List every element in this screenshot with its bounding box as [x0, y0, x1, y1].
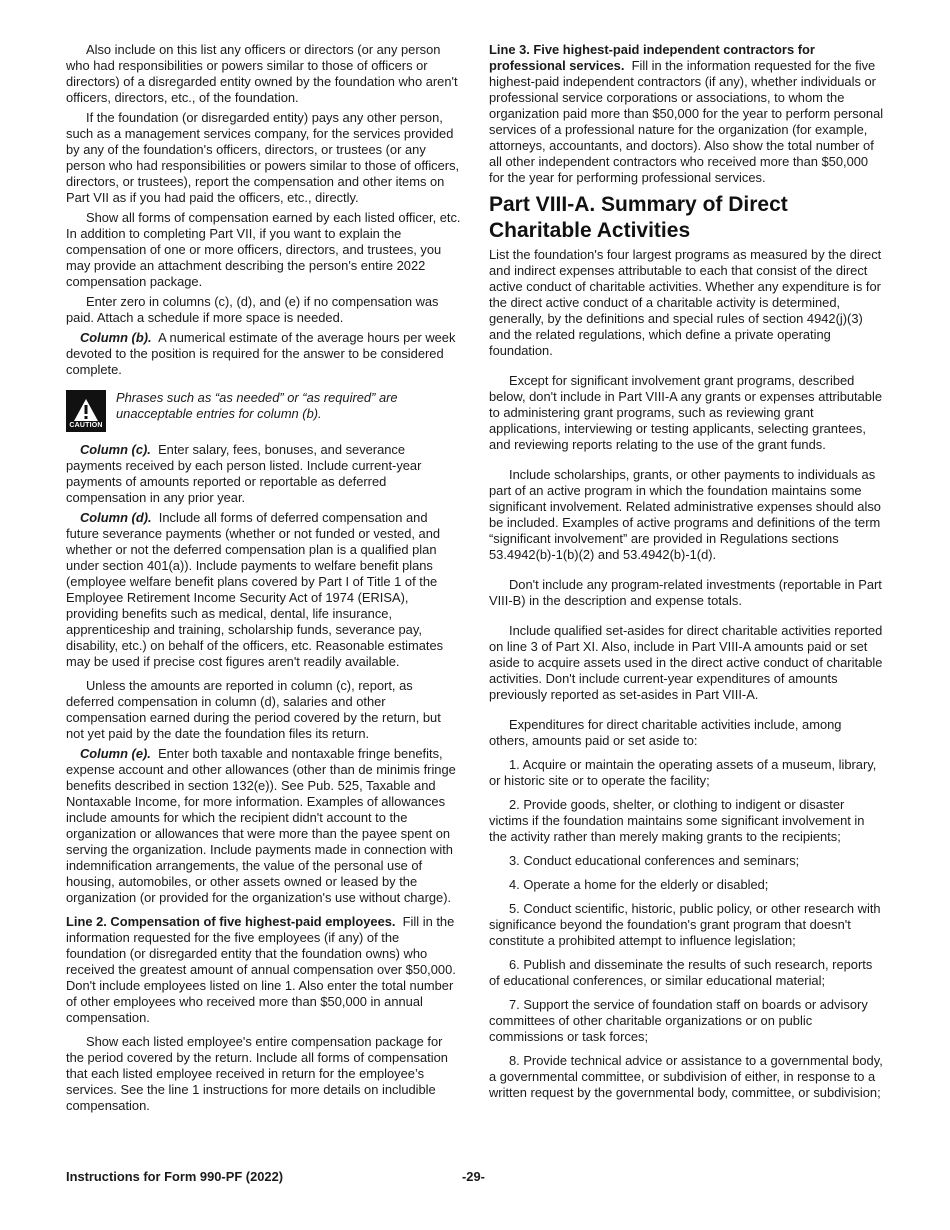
- caution-box: [66, 390, 462, 432]
- list-item: 6. Publish and disseminate the results of such research, reports of educational conferences, or similar educational material;: [489, 957, 873, 988]
- paragraph-compensation-forms: Show all forms of compensation earned by each listed officer, etc. In addition to completing Part VII, if you want to explain the compensation of one or more officers, directors, and trustees, you may provide an attachment describing the person's entire 2022 compensation package.: [66, 210, 461, 289]
- paragraph-line-2: [66, 914, 462, 1026]
- column-b-text: A numerical estimate of the average hours per week devoted to the position is required for the answer to be considered complete.: [66, 330, 456, 377]
- caution-text: Phrases such as “as needed” or “as required” are unacceptable entries for column (b).: [116, 390, 398, 421]
- line-2-text: Fill in the information requested for the five employees (if any) of the foundation (or disregarded entity that the foundation owns) who received the greatest amount of annual compensation over $50,000. Don't include employees listed on line 1. Also enter the total number of other employees who received more than $50,000 in annual compensation.: [66, 914, 456, 1025]
- paragraph-column-d: [66, 510, 462, 670]
- right-column: [489, 42, 884, 1109]
- paragraph-except: Except for significant involvement grant programs, described below, don't include in Part VIII-A any grants or expenses attributable to administering grant programs, such as reviewing grant applications, interviewing or testing applicants, selecting grantees, and reviewing reports relating to the use of the grant funds.: [489, 373, 882, 452]
- footer-title: Instructions for Form 990-PF (2022): [66, 1169, 284, 1184]
- column-c-text: Enter salary, fees, bonuses, and severance payments received by each person listed. Include current-year payments of amounts reported or reportable as deferred compensation in any prior year.: [66, 442, 422, 505]
- line-2-label: Line 2. Compensation of five highest-paid employees.: [66, 914, 396, 929]
- page-number: -29-: [462, 1169, 485, 1184]
- list-item: 8. Provide technical advice or assistance to a governmental body, a governmental committee, or subdivision of either, in response to a written request by the governmental body, committee, or subdivision;: [489, 1053, 883, 1100]
- paragraph-intro: List the foundation's four largest programs as measured by the direct and indirect expenses attributable to each that consist of the direct active conduct of charitable activities. Whether any expenditure is for the direct active conduct of a charitable activity is determined, generally, by the definitions and special rules of section 4942(j)(3) and the related regulations, which define a private operating foundation.: [489, 247, 882, 358]
- left-column: [66, 42, 462, 1118]
- paragraph-column-b: [66, 330, 462, 378]
- list-item: 2. Provide goods, shelter, or clothing to indigent or disaster victims if the foundation maintains some significant involvement in the activity rather than merely making grants to the recipients;: [489, 797, 865, 844]
- column-b-label: Column (b).: [80, 330, 152, 345]
- paragraph-expenditures: Expenditures for direct charitable activities include, among others, amounts paid or set aside to:: [489, 717, 842, 748]
- list-item: 7. Support the service of foundation staff on boards or advisory committees of other charitable organizations or on public commissions or task forces;: [489, 997, 868, 1044]
- paragraph-column-c: [66, 442, 462, 506]
- caution-label: CAUTION: [69, 422, 103, 429]
- line-3-text: Fill in the information requested for the five highest-paid independent contractors (if any), whether individuals or professional service corporations or associations, to whom the organization paid more than $50,000 for the year to perform personal services of a professional nature for the organization (for example, attorneys, accountants, and doctors). Also show the total number of all other independent contractors who received more than $50,000 for the year for performing professional services.: [489, 58, 884, 185]
- line-3-label: Line 3. Five highest-paid independent contractors for professional services.: [489, 42, 815, 73]
- paragraph-officers-disregarded: Also include on this list any officers or directors (or any person who had responsibilities or powers similar to those of officers or directors) of a disregarded entity owned by the foundation who aren't officers, directors, etc., of the foundation.: [66, 42, 458, 105]
- paragraph-show-package: Show each listed employee's entire compensation package for the period covered by the return. Include all forms of compensation that each listed employee received in return for the employee’s services. See the line 1 instructions for more details on includible compensation.: [66, 1034, 448, 1113]
- list-item: 1. Acquire or maintain the operating assets of a museum, library, or historic site or to operate the facility;: [489, 757, 877, 788]
- caution-icon: [66, 390, 106, 432]
- paragraph-program-related: Don't include any program-related investments (reportable in Part VIII-B) in the description and expense totals.: [489, 577, 882, 608]
- list-item: 4. Operate a home for the elderly or disabled;: [509, 877, 769, 892]
- paragraph-unless-amounts: Unless the amounts are reported in column (c), report, as deferred compensation in column (d), salaries and other compensation earned during the period covered by the return, but not yet paid by the date the foundation files its return.: [66, 678, 441, 741]
- list-item: 5. Conduct scientific, historic, public policy, or other research with significance beyond the foundation's grant program that doesn't constitute a prohibited attempt to influence legislation;: [489, 901, 881, 948]
- section-heading: Part VIII-A. Summary of Direct Charitable Activities: [489, 193, 788, 242]
- warning-triangle-icon: [73, 398, 99, 422]
- paragraph-management-services: If the foundation (or disregarded entity) pays any other person, such as a management services company, for the services provided by any of the foundation's officers, directors, or trustees (or any person who had responsibilities or powers similar to those of officers, directors, or trustees), report the compensation and other items on Part VII as if you had paid the officers, etc., directly.: [66, 110, 460, 205]
- column-c-label: Column (c).: [80, 442, 151, 457]
- column-d-text: Include all forms of deferred compensation and future severance payments (whether or not funded or vested, and whether or not the deferred compensation plan is a qualified plan under section 401(a)). Include payments to welfare benefit plans (employee welfare benefit plans covered by Part I of Title 1 of the Employee Retirement Income Security Act of 1974 (ERISA), providing benefits such as medical, dental, life insurance, apprenticeship and training, scholarship funds, severance pay, disability, etc.) on behalf of the officers, etc. Reasonable estimates may be used if precise cost figures aren't readily available.: [66, 510, 444, 669]
- paragraph-line-3: [489, 42, 884, 186]
- column-e-label: Column (e).: [80, 746, 151, 761]
- paragraph-include-scholarships: Include scholarships, grants, or other payments to individuals as part of an active program in which the foundation maintains some significant involvement. Related administrative expenses should also be included. Examples of active programs and definitions of the term “significant involvement” are provided in Regulations sections 53.4942(b)-1(b)(2) and 53.4942(b)-1(d).: [489, 467, 881, 562]
- column-d-label: Column (d).: [80, 510, 152, 525]
- paragraph-column-e: [66, 746, 462, 906]
- paragraph-set-asides: Include qualified set-asides for direct charitable activities reported on line 3 of Part XI. Also, include in Part VIII-A amounts paid or set aside to acquire assets used in the direct active conduct of charitable activities. Don't include current-year expenditures of amounts previously reported as set-asides in Part VIII-A.: [489, 623, 883, 702]
- paragraph-enter-zero: Enter zero in columns (c), (d), and (e) if no compensation was paid. Attach a schedule if more space is needed.: [66, 294, 439, 325]
- column-e-text: Enter both taxable and nontaxable fringe benefits, expense account and other allowances (other than de minimis fringe benefits described in section 132(e)). See Pub. 525, Taxable and Nontaxable Income, for more information. Examples of allowances include amounts for which the recipient didn't account to the organization or allowances that were more than the payee spent on serving the organization. Include payments made in connection with indemnification arrangements, the value of the personal use of housing, automobiles, or other assets owned or leased by the organization (or provided for the organization's use without charge).: [66, 746, 456, 905]
- list-item: 3. Conduct educational conferences and seminars;: [509, 853, 800, 868]
